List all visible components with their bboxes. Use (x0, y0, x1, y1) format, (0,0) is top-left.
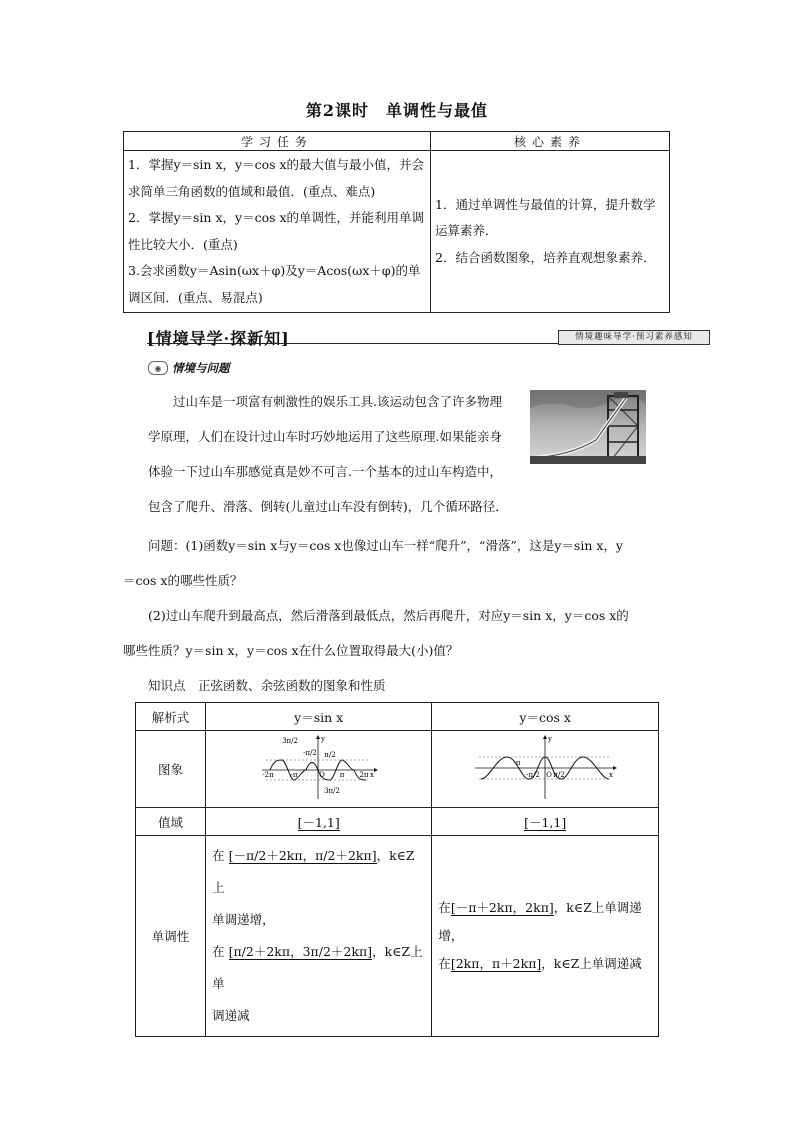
sin-graph-label: 3π/2 (281, 736, 298, 745)
cos-graph-label: -π/2 (526, 770, 541, 779)
sin-graph-label: 2π (359, 770, 369, 779)
sin-inc-interval: [－π/2＋2kπ，π/2＋2kπ] (228, 848, 377, 863)
objectives-table (123, 131, 670, 313)
sin-graph (260, 733, 378, 803)
sin-decreasing (212, 936, 425, 1000)
literacy-cell (431, 151, 670, 313)
sin-graph-label: O (318, 770, 325, 779)
cos-dec-prefix: 在 (438, 956, 451, 971)
sin-dec-prefix: 在 (212, 944, 225, 959)
intro-line: 体验一下过山车那感觉真是妙不可言.一个基本的过山车构造中， (148, 464, 502, 479)
cos-graph (473, 733, 617, 803)
row-label-monotonicity: 单调性 (136, 836, 206, 1037)
cos-dec-suffix: ，k∈Z上单调递减 (541, 956, 642, 971)
sin-graph-label: 3π/2 (323, 786, 340, 795)
sin-dec-interval-a: π/2＋2kπ， (233, 944, 303, 959)
task-item: 2．掌握y＝sin x，y＝cos x的单调性，并能利用单调性比较大小．(重点) (128, 210, 425, 252)
cos-graph-label: π/2 (553, 770, 565, 779)
sin-graph-cell (206, 731, 432, 808)
question-1 (123, 528, 683, 598)
properties-table (135, 702, 659, 1037)
row-label-formula: 解析式 (136, 703, 206, 731)
cos-inc-suffix: ，k∈Z上单调递 (553, 900, 642, 915)
sin-increasing (212, 840, 425, 904)
cos-increasing (438, 894, 652, 922)
sin-inc-prefix: 在 (212, 848, 225, 863)
sin-graph-label: y (320, 734, 325, 743)
cos-dec-interval: [2kπ，π＋2kπ] (450, 956, 542, 971)
sin-range (206, 808, 432, 836)
sin-inc-interval-b: π/2＋2kπ (315, 848, 372, 863)
task-item: 1．掌握y＝sin x，y＝cos x的最大值与最小值，并会求简单三角函数的值域和最值．(重点、难点) (128, 157, 425, 199)
cos-range (432, 808, 659, 836)
sin-graph-label: π/2 (323, 750, 336, 759)
question-line: 哪些性质？y＝sin x，y＝cos x在什么位置取得最大(小)值？ (123, 643, 459, 658)
row-label-graph: 图象 (136, 731, 206, 808)
sin-formula: y＝sin x (206, 703, 432, 731)
cos-graph-label: O (546, 770, 553, 779)
section-heading (148, 360, 230, 376)
banner-title: [情境导学·探新知] (147, 329, 290, 348)
sin-monotonicity (206, 836, 432, 1037)
intro-line: 学原理，人们在设计过山车时巧妙地运用了这些原理.如果能亲身 (148, 429, 502, 444)
eye-icon: ◉ (148, 361, 168, 375)
sin-inc-suffix: ，k∈Z上 (212, 848, 415, 895)
question-line: 问题：(1)函数y＝sin x与y＝cos x也像过山车一样“爬升”，“滑落”，这是y＝sin x，y (148, 538, 623, 553)
page-title: 第2课时 单调性与最值 (305, 101, 489, 120)
cos-formula: y＝cos x (432, 703, 659, 731)
sin-inc-interval-a: －π/2＋2kπ， (233, 848, 316, 863)
cos-inc-prefix: 在 (438, 900, 451, 915)
cos-range-value: [－1,1] (524, 814, 567, 830)
question-line: ＝cos x的哪些性质？ (123, 573, 243, 588)
cos-inc-interval: [－π＋2kπ，2kπ] (450, 900, 554, 915)
roller-coaster-photo (530, 390, 646, 464)
intro-line: 过山车是一项富有刺激性的娱乐工具.该运动包含了许多物理 (173, 394, 502, 409)
cos-graph-cell (432, 731, 659, 808)
cos-graph-label: y (548, 734, 553, 743)
sin-dec-interval: [π/2＋2kπ，3π/2＋2kπ] (228, 944, 373, 959)
cos-monotonicity (432, 836, 659, 1037)
sin-range-value: [－1,1] (297, 814, 340, 830)
cos-graph-label: -π (513, 758, 521, 767)
cos-inc-text: 增， (438, 928, 464, 943)
sin-graph-label: -π/2 (302, 748, 317, 757)
sin-graph-label: -2π (261, 770, 274, 779)
question-line: (2)过山车爬升到最高点，然后滑落到最低点，然后再爬升，对应y＝sin x，y＝cos x的 (148, 608, 629, 623)
sin-dec-suffix: ，k∈Z上单 (212, 944, 423, 991)
question-2 (123, 598, 683, 668)
tasks-cell (124, 151, 431, 313)
cos-decreasing (438, 950, 652, 978)
intro-paragraph (148, 384, 518, 524)
header-core-literacy: 核心素养 (431, 132, 670, 151)
cos-graph-label: x (609, 770, 614, 779)
task-item: 3.会求函数y＝Asin(ωx＋φ)及y＝Acos(ωx＋φ)的单调区间．(重点、易混点) (128, 263, 421, 305)
intro-line: 包含了爬升、滑落、倒转(儿童过山车没有倒转)，几个循环路径． (148, 499, 508, 514)
sin-graph-label: π (339, 770, 344, 779)
sin-graph-label: -π (290, 770, 298, 779)
section-label: 情境与问题 (172, 361, 230, 375)
sin-inc-text: 单调递增， (212, 912, 275, 927)
sin-dec-text: 调递减 (212, 1008, 250, 1023)
knowledge-point-heading: 知识点 正弦函数、余弦函数的图象和性质 (148, 678, 386, 693)
literacy-item: 2．结合函数图象，培养直观想象素养． (435, 249, 656, 265)
header-learning-tasks: 学习任务 (124, 132, 431, 151)
literacy-item: 1．通过单调性与最值的计算，提升数学运算素养． (435, 196, 656, 239)
banner-tag: 情境趣味导学·预习素养感知 (558, 330, 710, 345)
row-label-range: 值域 (136, 808, 206, 836)
sin-dec-interval-b: 3π/2＋2kπ (302, 944, 368, 959)
sin-graph-label: x (369, 770, 374, 779)
